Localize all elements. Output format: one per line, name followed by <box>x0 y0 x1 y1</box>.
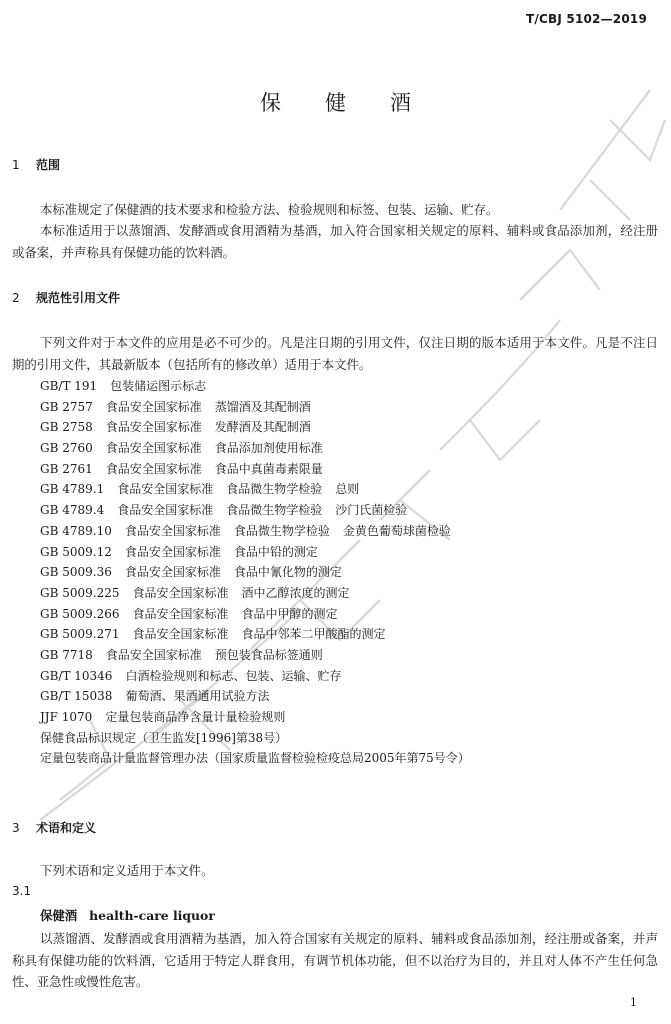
reference-code: GB 2760 <box>40 441 93 456</box>
standard-code: T/CBJ 5102—2019 <box>526 12 647 26</box>
reference-item <box>40 686 470 707</box>
reference-item <box>40 728 470 749</box>
reference-code: GB/T 191 <box>40 379 98 393</box>
section-heading-terms <box>12 819 96 836</box>
reference-title-part: 食品中真菌毒素限量 <box>214 461 323 476</box>
reference-code: JJF 1070 <box>40 710 93 724</box>
term-entry <box>40 906 215 924</box>
reference-title-part: 食品安全国家标准 <box>105 461 202 476</box>
reference-title-part: 食品中邻苯二甲酸酯的测定 <box>241 627 386 642</box>
reference-title-part: 定量包装商品净含量计量检验规则 <box>105 710 286 724</box>
reference-code: GB 2757 <box>40 399 93 414</box>
reference-item <box>40 376 470 397</box>
reference-title-part: 食品安全国家标准 <box>105 399 202 414</box>
reference-item <box>40 459 470 480</box>
reference-code: 定量包装商品计量监督管理办法（国家质量监督检验检疫总局2005年第75号令） <box>40 751 470 766</box>
reference-item <box>40 645 470 666</box>
reference-title-part: 食品安全国家标准 <box>105 647 202 662</box>
reference-title-part: 食品中铅的测定 <box>233 544 318 559</box>
reference-title-part: 金黄色葡萄球菌检验 <box>342 523 451 538</box>
reference-title-part: 食品安全国家标准 <box>124 523 221 538</box>
term-definition: 以蒸馏酒、发酵酒或食用酒精为基酒，加入符合国家有关规定的原料、辅料或食品添加剂，经注册或备案，并声称具有保健功能的饮料酒，它适用于特定人群食用，有调节机体功能，但不以治疗为目的，并且对人体不产生任何急性、亚急性或慢性危害。 <box>12 931 658 989</box>
section-heading-references <box>12 289 120 306</box>
section-number: 2 <box>12 291 20 305</box>
reference-item <box>40 500 470 521</box>
reference-title-part: 食品微生物学检验 <box>226 482 323 497</box>
reference-title-part: 食品中氰化物的测定 <box>233 565 342 580</box>
reference-list <box>40 376 470 769</box>
term-number: 3.1 <box>12 884 32 898</box>
reference-code: GB 4789.1 <box>40 482 105 497</box>
document-title: 保健酒 <box>260 91 455 115</box>
reference-item <box>40 583 470 604</box>
reference-code: GB 7718 <box>40 647 93 662</box>
reference-item <box>40 542 470 563</box>
section-number: 3 <box>12 821 20 835</box>
section-title: 术语和定义 <box>36 821 97 835</box>
reference-code: 保健食品标识规定（卫生监发[1996]第38号） <box>40 730 288 745</box>
reference-item <box>40 624 470 645</box>
reference-item <box>40 521 470 542</box>
reference-code: GB 5009.266 <box>40 606 120 621</box>
reference-code: GB/T 15038 <box>40 689 113 704</box>
reference-title-part: 食品添加剂使用标准 <box>214 441 323 456</box>
reference-code: GB 4789.10 <box>40 523 112 538</box>
section-heading-scope <box>12 156 60 173</box>
term-english: health-care liquor <box>89 908 215 923</box>
reference-code: GB 5009.271 <box>40 627 120 642</box>
reference-title-part: 蒸馏酒及其配制酒 <box>214 399 311 414</box>
reference-title-part: 葡萄酒、果酒通用试验方法 <box>125 689 270 704</box>
term-chinese: 保健酒 <box>40 908 78 923</box>
reference-item <box>40 562 470 583</box>
reference-title-part: 发酵酒及其配制酒 <box>214 420 311 435</box>
reference-title-part: 总则 <box>335 482 360 497</box>
section-title: 规范性引用文件 <box>36 291 121 305</box>
reference-title-part: 食品微生物学检验 <box>233 523 330 538</box>
reference-title-part: 食品安全国家标准 <box>117 503 214 518</box>
reference-title-part: 食品微生物学检验 <box>226 503 323 518</box>
reference-title-part: 食品安全国家标准 <box>117 482 214 497</box>
page-number: 1 <box>630 996 637 1009</box>
reference-item <box>40 397 470 418</box>
reference-title-part: 食品安全国家标准 <box>132 585 229 600</box>
reference-code: GB/T 10346 <box>40 668 113 683</box>
reference-code: GB 4789.4 <box>40 503 105 518</box>
section-title: 范围 <box>36 158 61 172</box>
reference-title-part: 食品安全国家标准 <box>124 565 221 580</box>
reference-title-part: 食品安全国家标准 <box>132 627 229 642</box>
reference-item <box>40 604 470 625</box>
reference-code: GB 2761 <box>40 461 93 476</box>
reference-title-part: 食品安全国家标准 <box>124 544 221 559</box>
scope-paragraph-1: 本标准规定了保健酒的技术要求和检验方法、检验规则和标签、包装、运输、贮存。 <box>40 202 499 217</box>
reference-title-part: 食品安全国家标准 <box>105 441 202 456</box>
reference-code: GB 5009.12 <box>40 544 112 559</box>
reference-title-part: 食品安全国家标准 <box>132 606 229 621</box>
reference-item <box>40 666 470 687</box>
reference-item <box>40 438 470 459</box>
reference-title-part: 包装储运图示标志 <box>110 379 207 393</box>
reference-title-part: 白酒检验规则和标志、包装、运输、贮存 <box>125 668 342 683</box>
references-intro: 下列文件对于本文件的应用是必不可少的。凡是注日期的引用文件，仅注日期的版本适用于本文件。凡是不注日期的引用文件，其最新版本（包括所有的修改单）适用于本文件。 <box>12 335 658 372</box>
reference-title-part: 食品安全国家标准 <box>105 420 202 435</box>
reference-item <box>40 707 470 728</box>
reference-code: GB 5009.225 <box>40 585 120 600</box>
reference-title-part: 酒中乙醇浓度的测定 <box>241 585 350 600</box>
reference-item <box>40 417 470 438</box>
reference-title-part: 预包装食品标签通则 <box>214 647 323 662</box>
reference-title-part: 食品中甲醇的测定 <box>241 606 338 621</box>
reference-code: GB 2758 <box>40 420 93 435</box>
reference-title-part: 沙门氏菌检验 <box>335 503 408 518</box>
terms-intro: 下列术语和定义适用于本文件。 <box>40 863 214 878</box>
scope-paragraph-2: 本标准适用于以蒸馏酒、发酵酒或食用酒精为基酒，加入符合国家相关规定的原料、辅料或食品添加剂，经注册或备案，并声称具有保健功能的饮料酒。 <box>12 223 658 260</box>
reference-code: GB 5009.36 <box>40 565 112 580</box>
reference-item <box>40 479 470 500</box>
reference-item <box>40 748 470 769</box>
section-number: 1 <box>12 158 20 172</box>
